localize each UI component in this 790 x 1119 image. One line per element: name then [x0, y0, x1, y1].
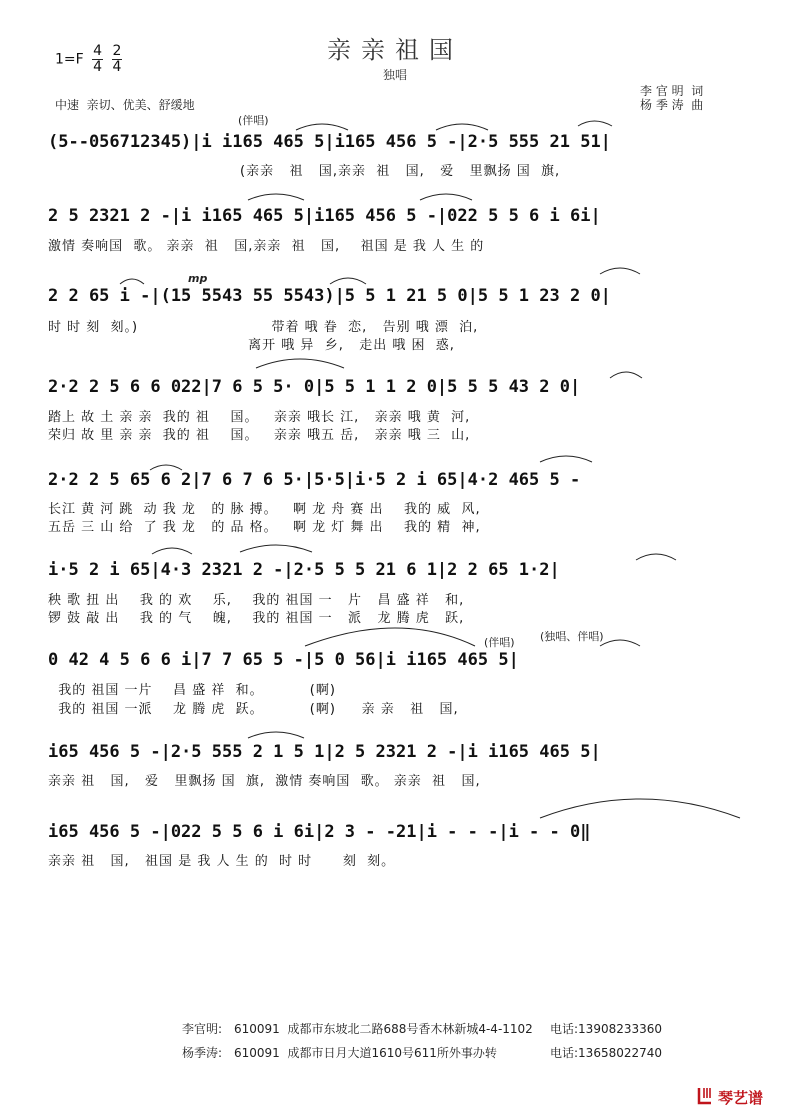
solo-choir-marker: (独唱、伴唱): [540, 630, 604, 643]
contact-composer-name: 杨季涛:: [182, 1046, 223, 1060]
tempo-marking: 中速 亲切、优美、舒缓地: [55, 98, 195, 112]
composer: 杨 季 涛 曲: [640, 98, 704, 112]
lyric-line: 激情 奏响国 歌。 亲亲 祖 国,亲亲 祖 国, 祖国 是 我 人 生 的: [48, 239, 485, 254]
logo-icon: [696, 1086, 714, 1106]
song-title: 亲亲祖国: [327, 36, 463, 64]
lyric-line: 我的 祖国 一派 龙 腾 虎 跃。 (啊) 亲 亲 祖 国,: [48, 702, 459, 717]
notation-line: 2 5 2321 2 -|i i165 465 5|i165 456 5 -|022 5 5 6 i 6i|: [48, 206, 601, 226]
time-signature-b: $\frac{2}{4}$: [112, 43, 122, 75]
lyric-line: 五岳 三 山 给 了 我 龙 的 品 格。 啊 龙 灯 舞 出 我的 精 神,: [48, 520, 481, 535]
lyric-line: 我的 祖国 一片 昌 盛 祥 和。 (啊): [48, 683, 336, 698]
notation-line: 2·2 2 5 65 6 2|7 6 7 6 5·|5·5|i·5 2 i 65|4·2 465 5 -: [48, 470, 581, 490]
site-logo: [696, 1086, 782, 1108]
contact-composer-address: 610091 成都市日月大道1610号611所外事办转: [234, 1046, 497, 1060]
lyric-line: 亲亲 祖 国, 爱 里飘扬 国 旗, 激情 奏响国 歌。 亲亲 祖 国,: [48, 774, 481, 789]
notation-line: 0 42 4 5 6 6 i|7 7 65 5 -|5 0 56|i i165 465 5|: [48, 650, 519, 670]
contact-lyricist-name: 李官明:: [182, 1022, 223, 1036]
time-signature-a: $\frac{4}{4}$: [93, 43, 103, 75]
notation-line: i·5 2 i 65|4·3 2321 2 -|2·5 5 5 21 6 1|2 2 65 1·2|: [48, 560, 560, 580]
notation-line: i65 456 5 -|022 5 5 6 i 6i|2 3 - -21|i - - -|i - - 0‖: [48, 822, 591, 842]
lyric-line: 离开 哦 异 乡, 走出 哦 困 惑,: [48, 338, 455, 353]
contact-lyricist-address: 610091 成都市东坡北二路688号香木林新城4-4-1102: [234, 1022, 533, 1036]
lyric-line: 荣归 故 里 亲 亲 我的 祖 国。 亲亲 哦五 岳, 亲亲 哦 三 山,: [48, 428, 471, 443]
contact-composer-phone: 电话:13658022740: [550, 1046, 663, 1060]
choir-marker: (伴唱): [238, 114, 269, 127]
logo-text: 琴艺谱: [718, 1089, 764, 1107]
lyric-line: 长江 黄 河 跳 动 我 龙 的 脉 搏。 啊 龙 舟 赛 出 我的 威 风,: [48, 502, 481, 517]
lyric-line: (亲亲 祖 国,亲亲 祖 国, 爱 里飘扬 国 旗,: [240, 164, 561, 179]
lyric-line: 锣 鼓 敲 出 我 的 气 魄, 我的 祖国 一 派 龙 腾 虎 跃,: [48, 611, 465, 626]
lyric-line: 时 时 刻 刻。) 带着 哦 眷 恋, 告别 哦 漂 泊,: [48, 320, 479, 335]
notation-line: (5--056712345)|i i165 465 5|i165 456 5 -|2·5 555 21 51|: [48, 132, 611, 152]
choir-marker: (伴唱): [484, 636, 515, 649]
notation-line: i65 456 5 -|2·5 555 2 1 5 1|2 5 2321 2 -|i i165 465 5|: [48, 742, 601, 762]
lyric-line: 亲亲 祖 国, 祖国 是 我 人 生 的 时 时 刻 刻。: [48, 854, 396, 869]
contact-lyricist-phone: 电话:13908233360: [550, 1022, 663, 1036]
notation-line: 2·2 2 5 6 6 022|7 6 5 5· 0|5 5 1 1 2 0|5 5 5 43 2 0|: [48, 377, 581, 397]
lyric-line: 秧 歌 扭 出 我 的 欢 乐, 我的 祖国 一 片 昌 盛 祥 和,: [48, 593, 465, 608]
dynamics-marker: mp: [188, 272, 208, 285]
lyricist: 李 官 明 词: [640, 84, 704, 98]
lyric-line: 踏上 故 土 亲 亲 我的 祖 国。 亲亲 哦长 江, 亲亲 哦 黄 河,: [48, 410, 471, 425]
notation-line: 2 2 65 i -|(15 5543 55 5543)|5 5 1 21 5 0|5 5 1 23 2 0|: [48, 286, 611, 306]
performance-type: 独唱: [382, 68, 407, 82]
key-signature: 1=F: [55, 51, 84, 68]
